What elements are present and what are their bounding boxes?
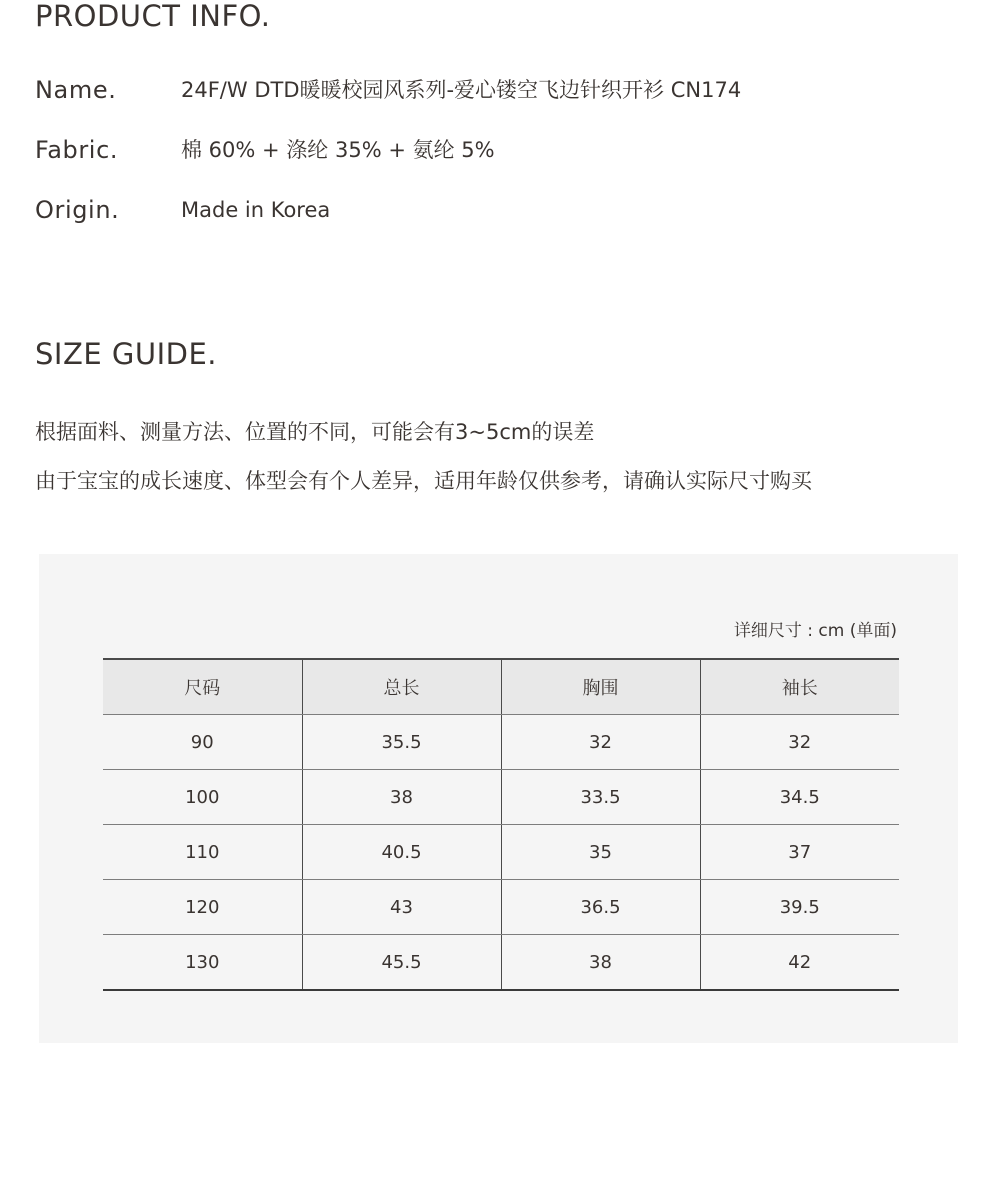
table-cell: 40.5: [302, 825, 501, 880]
header-sleeve-length: 袖长: [700, 659, 899, 715]
info-label-name: Name.: [35, 76, 117, 104]
size-note-age: 由于宝宝的成长速度、体型会有个人差异，适用年龄仅供参考，请确认实际尺寸购买: [35, 469, 812, 493]
info-value-origin: Made in Korea: [181, 198, 331, 222]
table-cell: 33.5: [501, 770, 700, 825]
table-cell: 42: [700, 935, 899, 991]
info-value-fabric: 棉 60% + 涤纶 35% + 氨纶 5%: [181, 138, 495, 162]
table-cell: 32: [700, 715, 899, 770]
info-value-name: 24F/W DTD暖暖校园风系列-爱心镂空飞边针织开衫 CN174: [181, 78, 742, 102]
table-cell: 120: [103, 880, 302, 935]
info-row-fabric: [35, 136, 935, 176]
info-label-origin: Origin.: [35, 196, 120, 224]
header-size: 尺码: [103, 659, 302, 715]
table-cell: 90: [103, 715, 302, 770]
header-chest: 胸围: [501, 659, 700, 715]
size-table-panel: [39, 554, 958, 1043]
table-cell: 36.5: [501, 880, 700, 935]
product-info-title: PRODUCT INFO.: [35, 0, 271, 33]
table-row: [103, 770, 899, 825]
table-cell: 34.5: [700, 770, 899, 825]
table-row: [103, 880, 899, 935]
table-cell: 43: [302, 880, 501, 935]
table-cell: 100: [103, 770, 302, 825]
table-cell: 35: [501, 825, 700, 880]
table-cell: 38: [501, 935, 700, 991]
table-row: [103, 935, 899, 991]
size-guide-title: SIZE GUIDE.: [35, 337, 217, 371]
table-cell: 110: [103, 825, 302, 880]
size-table: [103, 658, 899, 991]
info-row-name: [35, 76, 935, 116]
info-row-origin: [35, 196, 935, 236]
table-cell: 45.5: [302, 935, 501, 991]
table-cell: 37: [700, 825, 899, 880]
table-row: [103, 825, 899, 880]
table-header-row: [103, 659, 899, 715]
table-row: [103, 715, 899, 770]
size-note-tolerance: 根据面料、测量方法、位置的不同，可能会有3~5cm的误差: [35, 420, 595, 444]
header-total-length: 总长: [302, 659, 501, 715]
table-cell: 32: [501, 715, 700, 770]
unit-note: 详细尺寸 : cm (单面): [733, 621, 897, 641]
table-cell: 130: [103, 935, 302, 991]
table-cell: 35.5: [302, 715, 501, 770]
table-cell: 39.5: [700, 880, 899, 935]
table-cell: 38: [302, 770, 501, 825]
info-label-fabric: Fabric.: [35, 136, 119, 164]
